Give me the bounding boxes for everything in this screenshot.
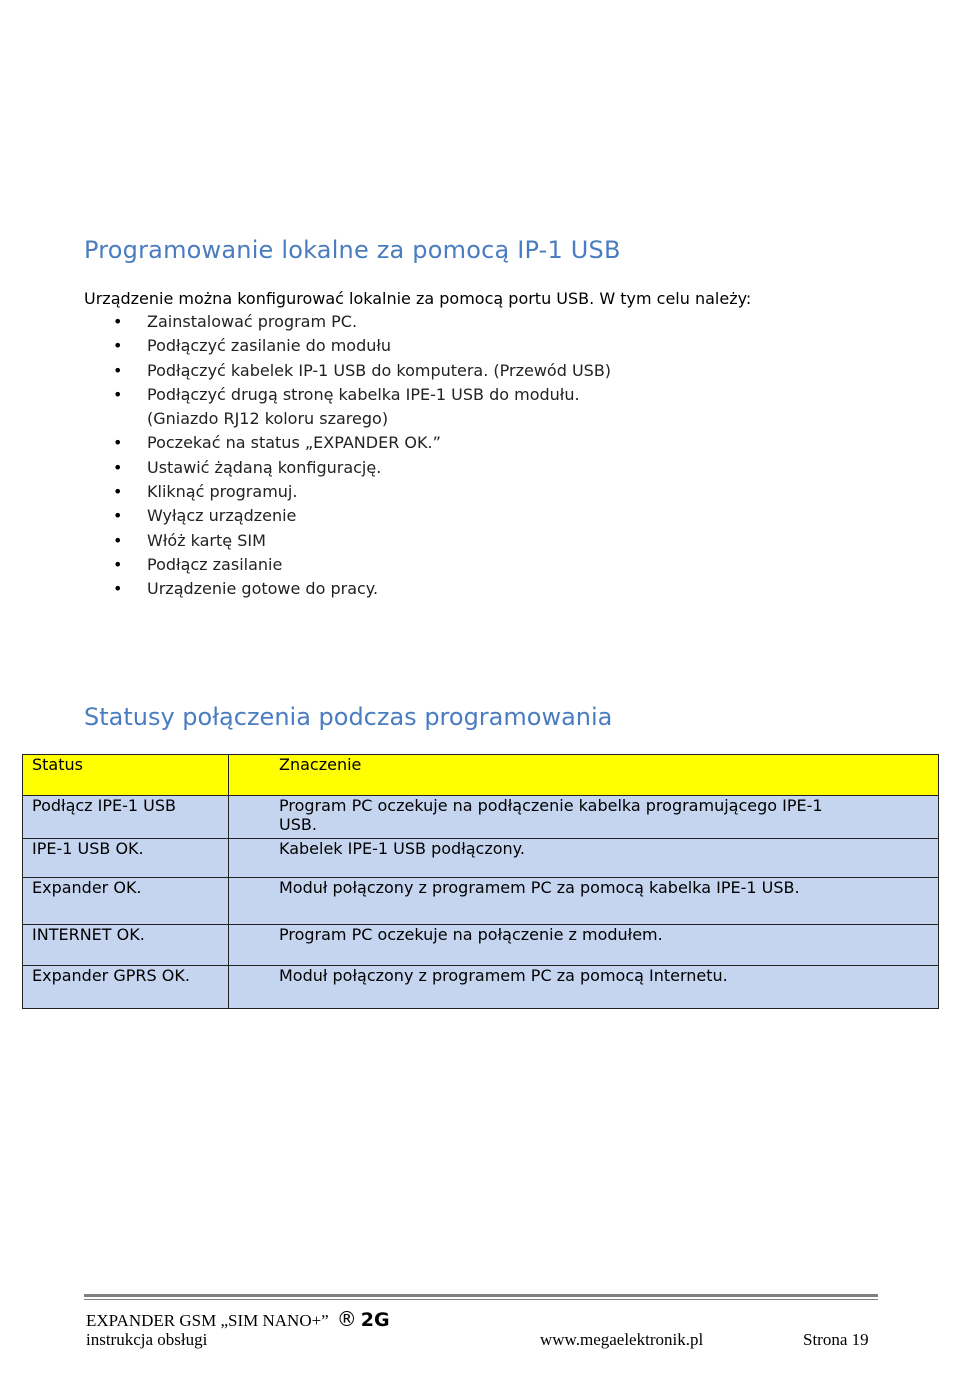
footer-page-number: Strona 19 — [803, 1330, 869, 1349]
status-cell: INTERNET OK. — [23, 925, 229, 966]
bullet-icon: • — [113, 530, 123, 550]
meaning-text: Program PC oczekuje na podłączenie kabelka programującego IPE-1 — [279, 796, 823, 815]
step-text: Włóż kartę SIM — [147, 530, 266, 550]
step-item — [84, 383, 611, 407]
steps-list — [84, 310, 611, 602]
header-meaning: Znaczenie — [229, 755, 939, 796]
bullet-icon: • — [113, 482, 123, 502]
header-status: Status — [23, 755, 229, 796]
meaning-cell: Moduł połączony z programem PC za pomocą kabelka IPE-1 USB. — [229, 878, 939, 925]
bullet-icon: • — [113, 384, 123, 404]
table-row — [23, 878, 939, 925]
step-text: Podłączyć zasilanie do modułu — [147, 336, 392, 356]
step-text: Wyłącz urządzenie — [147, 506, 297, 526]
step-item — [84, 504, 611, 528]
step-item — [84, 480, 611, 504]
table-row — [23, 925, 939, 966]
bullet-icon: • — [113, 554, 123, 574]
step-text: Podłączyć drugą stronę kabelka IPE-1 USB do modułu. — [147, 384, 580, 404]
table-row — [23, 796, 939, 839]
status-table — [22, 754, 939, 1009]
status-cell: Podłącz IPE-1 USB — [23, 796, 229, 839]
meaning-cell: Program PC oczekuje na połączenie z modułem. — [229, 925, 939, 966]
bullet-icon: • — [113, 506, 123, 526]
registered-icon: ® — [336, 1307, 357, 1331]
footer-divider-thin — [84, 1299, 878, 1300]
status-cell: IPE-1 USB OK. — [23, 839, 229, 878]
step-item — [84, 310, 611, 334]
step-item — [84, 359, 611, 383]
bullet-icon: • — [113, 336, 123, 356]
step-text: Poczekać na status „EXPANDER OK.” — [147, 433, 441, 453]
step-item — [84, 577, 611, 601]
product-name: EXPANDER GSM „SIM NANO+” — [86, 1311, 329, 1330]
section-title-local-programming: Programowanie lokalne za pomocą IP-1 USB — [84, 236, 621, 264]
step-text: Ustawić żądaną konfigurację. — [147, 457, 382, 477]
footer-manual: instrukcja obsługi — [86, 1330, 208, 1349]
meaning-cell — [229, 796, 939, 839]
bullet-icon: • — [113, 433, 123, 453]
bullet-icon: • — [113, 312, 123, 331]
footer-website: www.megaelektronik.pl — [540, 1330, 704, 1349]
step-item — [84, 529, 611, 553]
product-version: 2G — [360, 1309, 390, 1331]
bullet-icon: • — [113, 457, 123, 477]
table-row — [23, 966, 939, 1009]
step-item — [84, 456, 611, 480]
status-cell: Expander GPRS OK. — [23, 966, 229, 1009]
meaning-cell: Kabelek IPE-1 USB podłączony. — [229, 839, 939, 878]
section-title-connection-statuses: Statusy połączenia podczas programowania — [84, 703, 613, 731]
step-item — [84, 334, 611, 358]
meaning-cell: Moduł połączony z programem PC za pomocą Internetu. — [229, 966, 939, 1009]
status-cell: Expander OK. — [23, 878, 229, 925]
step-text: Podłącz zasilanie — [147, 554, 283, 574]
step-item — [84, 553, 611, 577]
step-item — [84, 431, 611, 455]
step-text: (Gniazdo RJ12 koloru szarego) — [147, 409, 389, 429]
step-text: Urządzenie gotowe do pracy. — [147, 579, 379, 599]
footer-product — [86, 1307, 390, 1331]
step-text: Podłączyć kabelek IP-1 USB do komputera. (Przewód USB) — [147, 360, 612, 380]
intro-text: Urządzenie można konfigurować lokalnie za pomocą portu USB. W tym celu należy: — [84, 289, 752, 308]
step-item-continuation — [84, 407, 611, 431]
meaning-text-cont: USB. — [279, 815, 317, 834]
bullet-icon: • — [113, 579, 123, 599]
step-text: Zainstalować program PC. — [147, 312, 358, 331]
bullet-icon: • — [113, 360, 123, 380]
table-row — [23, 839, 939, 878]
step-text: Kliknąć programuj. — [147, 482, 298, 502]
footer-divider — [84, 1294, 878, 1297]
table-header-row — [23, 755, 939, 796]
